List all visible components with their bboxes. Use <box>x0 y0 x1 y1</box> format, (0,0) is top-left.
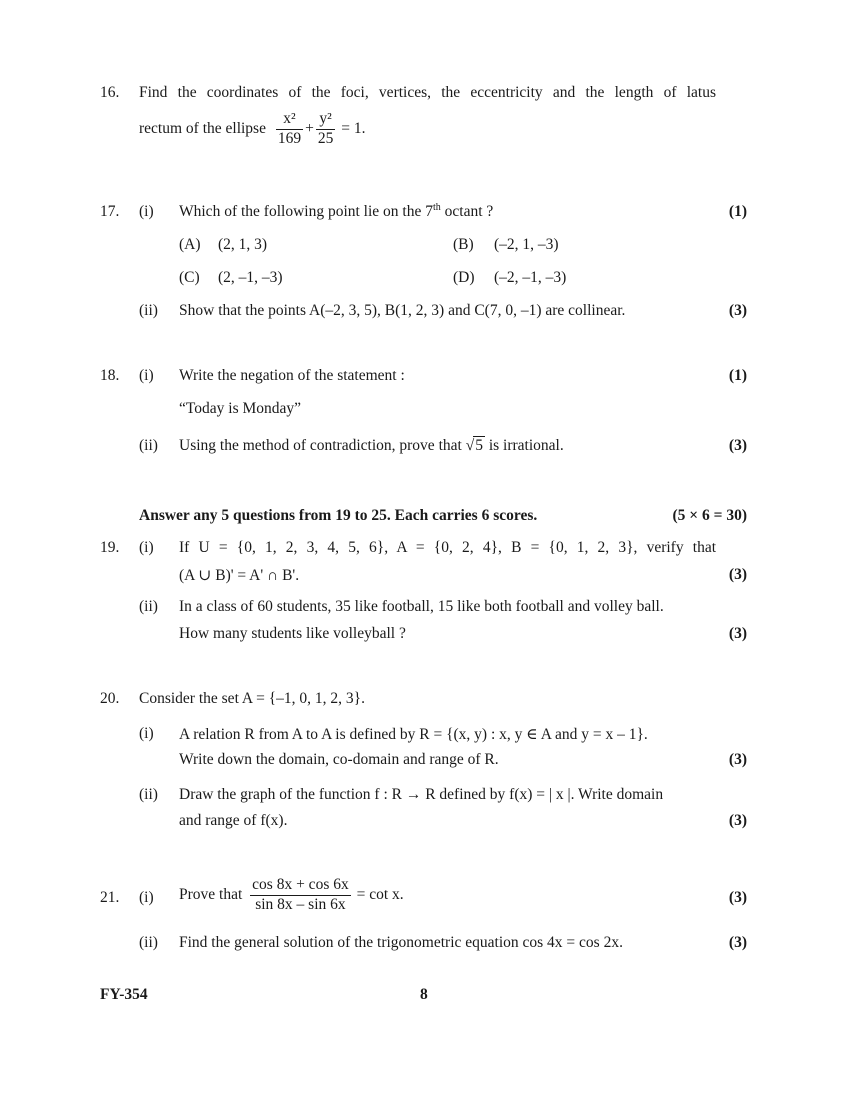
q21-ii-marks: (3) <box>728 934 747 951</box>
q18-ii-radicand: 5 <box>475 437 483 454</box>
q17-option-c-label: (C) <box>179 269 200 286</box>
q21-ii-label: (ii) <box>139 934 158 951</box>
q17-i-text-after: octant ? <box>440 203 494 220</box>
q21-i-denominator: sin 8x – sin 6x <box>255 895 346 913</box>
q20-number: 20. <box>100 690 120 707</box>
q20-i-line2: Write down the domain, co-domain and range of R. <box>179 751 499 768</box>
q18-ii-marks: (3) <box>728 437 747 454</box>
q21-i-suffix: = cot x. <box>356 886 404 904</box>
q20-i-marks: (3) <box>728 751 747 768</box>
q19-ii-marks: (3) <box>728 625 747 642</box>
q18-number: 18. <box>100 367 120 384</box>
q20-intro: Consider the set A = {–1, 0, 1, 2, 3}. <box>139 690 365 707</box>
sqrt-5 <box>466 437 485 455</box>
q16-text-line1: Find the coordinates of the foci, vertices, the eccentricity and the length of latus <box>139 84 716 101</box>
footer-page-number: 8 <box>420 986 428 1003</box>
q18-i-marks: (1) <box>728 367 747 384</box>
q18-i-label: (i) <box>139 367 154 384</box>
q18-ii-label: (ii) <box>139 437 158 454</box>
q16-ellipse-prefix: rectum of the ellipse <box>139 120 266 138</box>
q19-i-line2: (A ∪ B)' = A' ∩ B'. <box>179 567 300 584</box>
q19-number: 19. <box>100 539 120 556</box>
q16-frac2-denominator: 25 <box>317 129 334 147</box>
q18-ii-text <box>179 437 564 455</box>
footer-paper-code: FY-354 <box>100 986 148 1003</box>
q17-option-b-label: (B) <box>453 236 474 253</box>
q16-frac1-denominator: 169 <box>277 129 302 147</box>
q17-i-label: (i) <box>139 203 154 220</box>
q21-i-marks: (3) <box>728 889 747 906</box>
q21-number: 21. <box>100 889 120 906</box>
section-instruction: Answer any 5 questions from 19 to 25. Each carries 6 scores. <box>139 507 538 524</box>
q17-i-marks: (1) <box>728 203 747 220</box>
q17-option-a-value: (2, 1, 3) <box>218 236 268 253</box>
q17-ii-text: Show that the points A(–2, 3, 5), B(1, 2, 3) and C(7, 0, –1) are collinear. <box>179 302 626 319</box>
q17-ii-label: (ii) <box>139 302 158 319</box>
q18-i-quote: “Today is Monday” <box>179 400 302 417</box>
q17-number: 17. <box>100 203 120 220</box>
q19-ii-line1: In a class of 60 students, 35 like football, 15 like both football and volley ball. <box>179 598 664 615</box>
q19-ii-line2: How many students like volleyball ? <box>179 625 406 642</box>
q17-option-d-value: (–2, –1, –3) <box>494 269 567 286</box>
q19-i-label: (i) <box>139 539 154 556</box>
q21-i-label: (i) <box>139 889 154 906</box>
q17-option-d-label: (D) <box>453 269 475 286</box>
q16-number: 16. <box>100 84 120 101</box>
q18-ii-text-after: is irrational. <box>488 437 564 454</box>
q19-i-marks: (3) <box>728 566 747 583</box>
q21-i-numerator: cos 8x + cos 6x <box>250 876 351 896</box>
q17-option-b-value: (–2, 1, –3) <box>494 236 559 253</box>
q16-equals-one: = 1. <box>341 120 366 138</box>
q21-ii-text: Find the general solution of the trigonometric equation cos 4x = cos 2x. <box>179 934 623 951</box>
q16-frac2-numerator: y² <box>316 110 336 130</box>
q21-i-expression <box>179 876 404 914</box>
q20-i-label: (i) <box>139 725 154 742</box>
q20-i-line1: A relation R from A to A is defined by R = {(x, y) : x, y ∈ A and y = x – 1}. <box>179 726 648 743</box>
q16-plus: + <box>305 120 314 138</box>
q18-ii-text-before: Using the method of contradiction, prove that <box>179 437 462 454</box>
q20-ii-line2: and range of f(x). <box>179 812 288 829</box>
q16-text-line2 <box>139 110 365 148</box>
radical-sign: √ <box>465 437 475 454</box>
q17-option-c-value: (2, –1, –3) <box>218 269 283 286</box>
q16-frac1-numerator: x² <box>276 110 303 130</box>
q21-i-fraction <box>250 876 351 914</box>
q17-i-text-before: Which of the following point lie on the 7 <box>179 203 433 220</box>
q17-i-text <box>179 203 493 221</box>
q16-fraction-y <box>316 110 336 148</box>
q20-ii-marks: (3) <box>728 812 747 829</box>
q17-ii-marks: (3) <box>728 302 747 319</box>
q17-i-sup: th <box>432 202 441 213</box>
q16-fraction-x <box>276 110 303 148</box>
section-marks: (5 × 6 = 30) <box>672 507 747 524</box>
q20-ii-line1: Draw the graph of the function f : R → R defined by f(x) = | x |. Write domain <box>179 786 664 803</box>
q18-i-text: Write the negation of the statement : <box>179 367 405 384</box>
q19-ii-label: (ii) <box>139 598 158 615</box>
q21-i-prefix: Prove that <box>179 886 243 904</box>
q19-i-line1: If U = {0, 1, 2, 3, 4, 5, 6}, A = {0, 2, 4}, B = {0, 1, 2, 3}, verify that <box>179 539 716 556</box>
q17-option-a-label: (A) <box>179 236 201 253</box>
q20-ii-label: (ii) <box>139 786 158 803</box>
